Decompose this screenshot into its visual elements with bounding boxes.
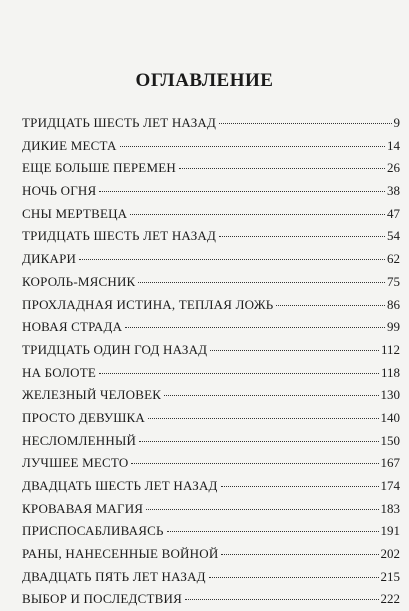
toc-dot-leader xyxy=(164,394,378,396)
toc-entry-page-number: 183 xyxy=(380,500,400,516)
toc-dot-leader xyxy=(125,326,385,328)
toc-entry xyxy=(22,294,400,317)
toc-entry-page-number: 54 xyxy=(387,228,400,244)
toc-entry-page-number: 140 xyxy=(380,409,400,425)
toc-entry xyxy=(22,430,400,453)
toc-entry xyxy=(22,452,400,475)
toc-entry-page-number: 26 xyxy=(387,160,400,176)
toc-title: ОГЛАВЛЕНИЕ xyxy=(135,70,274,91)
toc-entry xyxy=(22,566,400,589)
toc-dot-leader xyxy=(99,190,385,192)
toc-entry xyxy=(22,112,400,135)
toc-entry xyxy=(22,588,400,611)
toc-entry-label: ДИКИЕ МЕСТА xyxy=(22,137,117,153)
toc-entry-label: ДВАДЦАТЬ ШЕСТЬ ЛЕТ НАЗАД xyxy=(22,478,218,493)
toc-entry xyxy=(22,520,400,543)
toc-entry-page-number: 14 xyxy=(387,137,400,153)
toc-entry-page-number: 130 xyxy=(380,387,400,403)
toc-dot-leader xyxy=(221,485,379,487)
toc-entry-page-number: 9 xyxy=(393,115,400,130)
toc-entry-page-number: 174 xyxy=(380,478,400,493)
toc-entry-label: НОВАЯ СТРАДА xyxy=(22,319,123,335)
toc-dot-leader xyxy=(219,122,391,124)
toc-dot-leader xyxy=(221,553,378,555)
toc-dot-leader xyxy=(120,145,385,147)
toc-dot-leader xyxy=(138,281,385,283)
toc-entry-page-number: 167 xyxy=(380,455,400,471)
toc-entry-page-number: 86 xyxy=(387,296,400,312)
toc-entry xyxy=(22,407,400,430)
toc-entry xyxy=(22,271,400,294)
toc-dot-leader xyxy=(148,417,378,419)
toc-entry xyxy=(22,384,400,407)
toc-dot-leader xyxy=(139,440,378,442)
toc-entry-page-number: 38 xyxy=(387,183,400,199)
table-of-contents xyxy=(22,112,400,611)
toc-dot-leader xyxy=(167,530,379,532)
toc-entry-label: НОЧЬ ОГНЯ xyxy=(22,183,97,199)
toc-entry-label: ТРИДЦАТЬ ШЕСТЬ ЛЕТ НАЗАД xyxy=(22,228,217,244)
toc-entry-page-number: 99 xyxy=(387,319,400,335)
toc-dot-leader xyxy=(185,598,379,600)
toc-entry-page-number: 47 xyxy=(387,205,400,221)
toc-dot-leader xyxy=(146,508,378,510)
toc-entry-page-number: 118 xyxy=(380,364,400,380)
toc-entry-page-number: 215 xyxy=(380,568,400,584)
toc-entry-label: РАНЫ, НАНЕСЕННЫЕ ВОЙНОЙ xyxy=(22,546,219,562)
toc-dot-leader xyxy=(179,167,385,169)
toc-entry-page-number: 222 xyxy=(380,591,400,607)
toc-entry-label: ПРОХЛАДНАЯ ИСТИНА, ТЕПЛАЯ ЛОЖЬ xyxy=(22,296,274,312)
toc-entry-page-number: 62 xyxy=(387,251,400,267)
toc-dot-leader xyxy=(131,462,378,464)
toc-dot-leader xyxy=(209,576,379,578)
toc-entry-page-number: 75 xyxy=(387,273,400,289)
toc-entry-label: ВЫБОР И ПОСЛЕДСТВИЯ xyxy=(22,591,182,607)
toc-entry xyxy=(22,339,400,362)
toc-dot-leader xyxy=(219,235,385,237)
toc-entry-label: ТРИДЦАТЬ ШЕСТЬ ЛЕТ НАЗАД xyxy=(22,115,217,130)
toc-dot-leader xyxy=(99,372,379,374)
toc-entry-label: ПРОСТО ДЕВУШКА xyxy=(22,409,146,425)
toc-entry-label: ЛУЧШЕЕ МЕСТО xyxy=(22,455,129,471)
toc-entry xyxy=(22,203,400,226)
toc-entry-label: ЖЕЛЕЗНЫЙ ЧЕЛОВЕК xyxy=(22,387,162,403)
toc-entry-page-number: 191 xyxy=(380,523,400,539)
toc-entry-label: ЕЩЕ БОЛЬШЕ ПЕРЕМЕН xyxy=(22,160,176,176)
toc-entry-page-number: 202 xyxy=(380,546,400,562)
toc-entry xyxy=(22,225,400,248)
toc-entry xyxy=(22,316,400,339)
toc-entry-label: НЕСЛОМЛЕННЫЙ xyxy=(22,432,137,448)
toc-entry-label: ПРИСПОСАБЛИВАЯСЬ xyxy=(22,523,164,539)
toc-entry-label: КРОВАВАЯ МАГИЯ xyxy=(22,500,144,516)
toc-entry-label: ТРИДЦАТЬ ОДИН ГОД НАЗАД xyxy=(22,341,208,357)
toc-entry xyxy=(22,248,400,271)
toc-entry-label: ДИКАРИ xyxy=(22,251,77,267)
toc-dot-leader xyxy=(79,258,385,260)
toc-dot-leader xyxy=(276,304,385,306)
toc-entry xyxy=(22,543,400,566)
toc-entry-label: НА БОЛОТЕ xyxy=(22,364,97,380)
toc-dot-leader xyxy=(210,349,379,351)
toc-entry xyxy=(22,157,400,180)
toc-entry xyxy=(22,498,400,521)
toc-entry-page-number: 150 xyxy=(380,432,400,448)
toc-entry xyxy=(22,362,400,385)
toc-entry xyxy=(22,135,400,158)
toc-entry-label: ДВАДЦАТЬ ПЯТЬ ЛЕТ НАЗАД xyxy=(22,568,206,584)
toc-entry-label: СНЫ МЕРТВЕЦА xyxy=(22,205,128,221)
toc-entry xyxy=(22,180,400,203)
toc-dot-leader xyxy=(130,213,385,215)
toc-entry-page-number: 112 xyxy=(380,341,400,357)
toc-entry xyxy=(22,475,400,498)
toc-entry-label: КОРОЛЬ-МЯСНИК xyxy=(22,273,136,289)
